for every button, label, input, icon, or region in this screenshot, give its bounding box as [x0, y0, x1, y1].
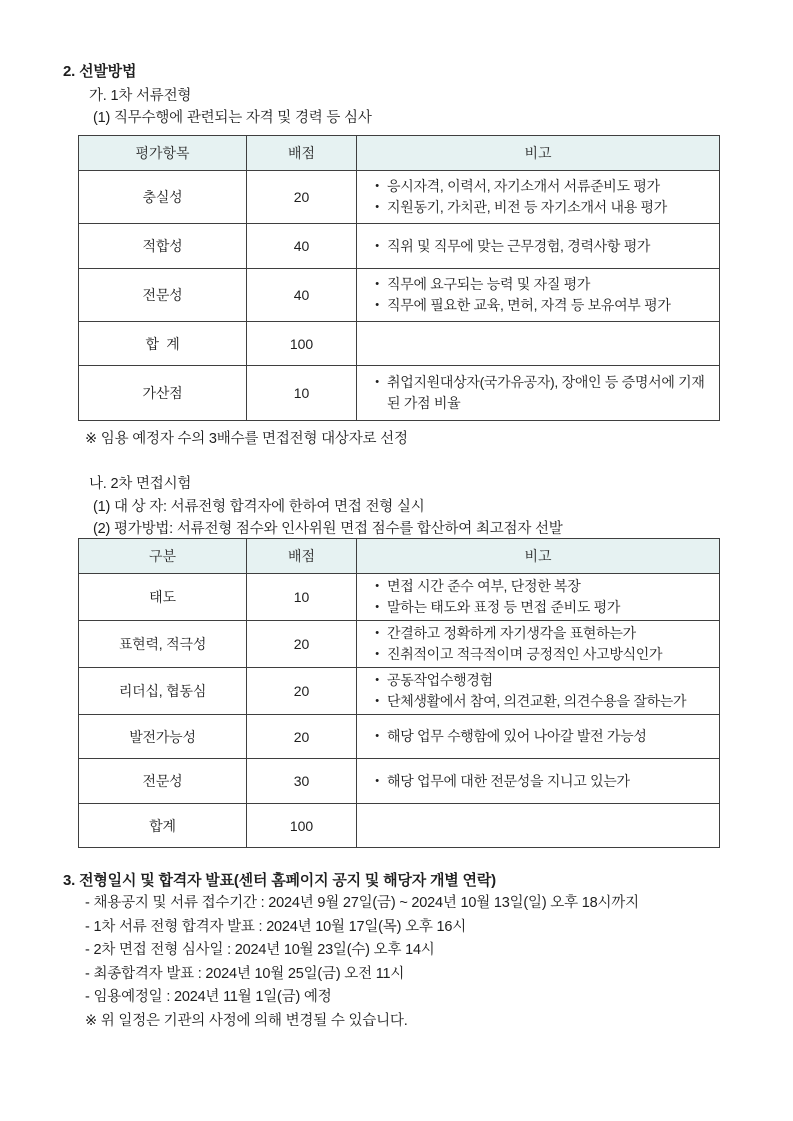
table1-footnote: ※ 임용 예정자 수의 3배수를 면접전형 대상자로 선정: [85, 431, 408, 447]
item-cell: 충실성: [79, 171, 247, 224]
bullet-icon: •: [375, 674, 379, 686]
remark-line: [367, 771, 711, 792]
remark-text: 말하는 태도와 표정 등 면접 준비도 평가: [387, 599, 621, 615]
remark-text: 면접 시간 준수 여부, 단정한 복장: [387, 578, 581, 594]
document-screening-table-body: [79, 171, 720, 421]
remark-text: 해당 업무에 대한 전문성을 지니고 있는가: [387, 772, 630, 789]
schedule-list: [85, 892, 639, 1034]
bullet-icon: •: [375, 201, 379, 213]
table-row: [79, 269, 720, 322]
remark-text: 직위 및 직무에 맞는 근무경험, 경력사항 평가: [387, 237, 651, 254]
remark-line: [367, 295, 711, 316]
remark-line: [367, 670, 711, 691]
section2-sub-b-item2: (2) 평가방법: 서류전형 점수와 인사위원 면접 점수를 합산하여 최고점자 선발: [93, 521, 563, 537]
remarks-cell: [357, 668, 720, 715]
remark-text: 지원동기, 가치관, 비전 등 자기소개서 내용 평가: [387, 199, 667, 215]
score-cell: 100: [247, 322, 357, 366]
item-cell: 전문성: [79, 759, 247, 804]
remark-text: 직무에 필요한 교육, 면허, 자격 등 보유여부 평가: [387, 297, 671, 313]
table-header-row: [79, 136, 720, 171]
section2-sub-a-item1: (1) 직무수행에 관련되는 자격 및 경력 등 심사: [93, 110, 372, 126]
section3-heading: 3. 전형일시 및 합격자 발표(센터 홈페이지 공지 및 해당자 개별 연락): [63, 872, 496, 889]
table-row: [79, 171, 720, 224]
column-header: 비고: [357, 136, 720, 171]
schedule-footnote: ※ 위 일정은 기관의 사정에 의해 변경될 수 있습니다.: [85, 1012, 408, 1029]
remark-line: [367, 372, 711, 414]
bullet-icon: •: [375, 239, 379, 252]
section2-sub-b-heading: 나. 2차 면접시험: [89, 476, 192, 492]
item-cell: 합계: [79, 804, 247, 848]
score-cell: 40: [247, 224, 357, 269]
remarks-cell: [357, 171, 720, 224]
remark-text: 간결하고 정확하게 자기생각을 표현하는가: [387, 625, 636, 641]
item-cell: 합 계: [79, 322, 247, 366]
remark-line: [367, 644, 711, 665]
bullet-icon: •: [375, 580, 379, 592]
remarks-cell: [357, 759, 720, 804]
table-row: [79, 224, 720, 269]
item-cell: 발전가능성: [79, 715, 247, 759]
bullet-icon: •: [375, 299, 379, 311]
column-header: 구분: [79, 539, 247, 574]
item-cell: 적합성: [79, 224, 247, 269]
remark-text: 해당 업무 수행함에 있어 나아갈 발전 가능성: [387, 728, 647, 744]
column-header: 배점: [247, 136, 357, 171]
document-screening-table-header: [79, 136, 720, 171]
remarks-cell: [357, 322, 720, 366]
bullet-icon: •: [375, 730, 379, 742]
table-row: [79, 366, 720, 421]
table-row: [79, 759, 720, 804]
interview-evaluation-table-body: [79, 574, 720, 848]
bullet-icon: •: [375, 278, 379, 290]
section2-heading: 2. 선발방법: [63, 63, 137, 80]
column-header: 평가항목: [79, 136, 247, 171]
remarks-cell: [357, 269, 720, 322]
item-cell: 표현력, 적극성: [79, 621, 247, 668]
table-row: [79, 322, 720, 366]
remark-text: 취업지원대상자(국가유공자), 장애인 등 증명서에 기재된 가점 비율: [387, 374, 705, 411]
bullet-icon: •: [375, 648, 379, 660]
bullet-icon: •: [375, 376, 379, 388]
remark-line: [367, 274, 711, 295]
interview-evaluation-table-header: [79, 539, 720, 574]
remarks-cell: [357, 715, 720, 759]
score-cell: 20: [247, 171, 357, 224]
column-header: 배점: [247, 539, 357, 574]
remark-line: [367, 597, 711, 618]
table-row: [79, 574, 720, 621]
document-screening-table: [78, 135, 720, 421]
score-cell: 20: [247, 621, 357, 668]
remark-line: [367, 176, 711, 197]
item-cell: 가산점: [79, 366, 247, 421]
item-cell: 전문성: [79, 269, 247, 322]
section2-sub-a-heading: 가. 1차 서류전형: [89, 88, 192, 104]
remarks-cell: [357, 621, 720, 668]
remarks-cell: [357, 366, 720, 421]
table-row: [79, 804, 720, 848]
score-cell: 20: [247, 668, 357, 715]
remark-line: [367, 197, 711, 218]
bullet-icon: •: [375, 180, 379, 192]
remark-line: [367, 236, 711, 257]
interview-evaluation-table: [78, 538, 720, 848]
score-cell: 10: [247, 366, 357, 421]
schedule-item: - 2차 면접 전형 심사일 : 2024년 10월 23일(수) 오후 14시: [85, 942, 435, 959]
remark-text: 단체생활에서 참여, 의견교환, 의견수용을 잘하는가: [387, 693, 687, 709]
remark-text: 공동작업수행경험: [387, 672, 493, 688]
schedule-item: - 임용예정일 : 2024년 11월 1일(금) 예정: [85, 989, 332, 1006]
schedule-item: - 채용공지 및 서류 접수기간 : 2024년 9월 27일(금) ~ 2024년 10월 13일(일) 오후 18시까지: [85, 895, 639, 911]
score-cell: 20: [247, 715, 357, 759]
remarks-cell: [357, 224, 720, 269]
schedule-item: - 최종합격자 발표 : 2024년 10월 25일(금) 오전 11시: [85, 965, 405, 982]
bullet-icon: •: [375, 601, 379, 613]
score-cell: 40: [247, 269, 357, 322]
item-cell: 리더십, 협동심: [79, 668, 247, 715]
remark-text: 직무에 요구되는 능력 및 자질 평가: [387, 276, 591, 292]
score-cell: 100: [247, 804, 357, 848]
remarks-cell: [357, 804, 720, 848]
item-cell: 태도: [79, 574, 247, 621]
column-header: 비고: [357, 539, 720, 574]
schedule-item: - 1차 서류 전형 합격자 발표 : 2024년 10월 17일(목) 오후 16시: [85, 918, 467, 935]
remarks-cell: [357, 574, 720, 621]
remark-line: [367, 726, 711, 747]
table-row: [79, 668, 720, 715]
bullet-icon: •: [375, 695, 379, 707]
score-cell: 10: [247, 574, 357, 621]
remark-text: 진취적이고 적극적이며 긍정적인 사고방식인가: [387, 646, 663, 662]
score-cell: 30: [247, 759, 357, 804]
bullet-icon: •: [375, 774, 379, 787]
table-row: [79, 621, 720, 668]
remark-line: [367, 691, 711, 712]
remark-line: [367, 576, 711, 597]
bullet-icon: •: [375, 627, 379, 639]
table-row: [79, 715, 720, 759]
section2-sub-b-item1: (1) 대 상 자: 서류전형 합격자에 한하여 면접 전형 실시: [93, 499, 425, 515]
remark-text: 응시자격, 이력서, 자기소개서 서류준비도 평가: [387, 178, 660, 194]
table-header-row: [79, 539, 720, 574]
remark-line: [367, 623, 711, 644]
